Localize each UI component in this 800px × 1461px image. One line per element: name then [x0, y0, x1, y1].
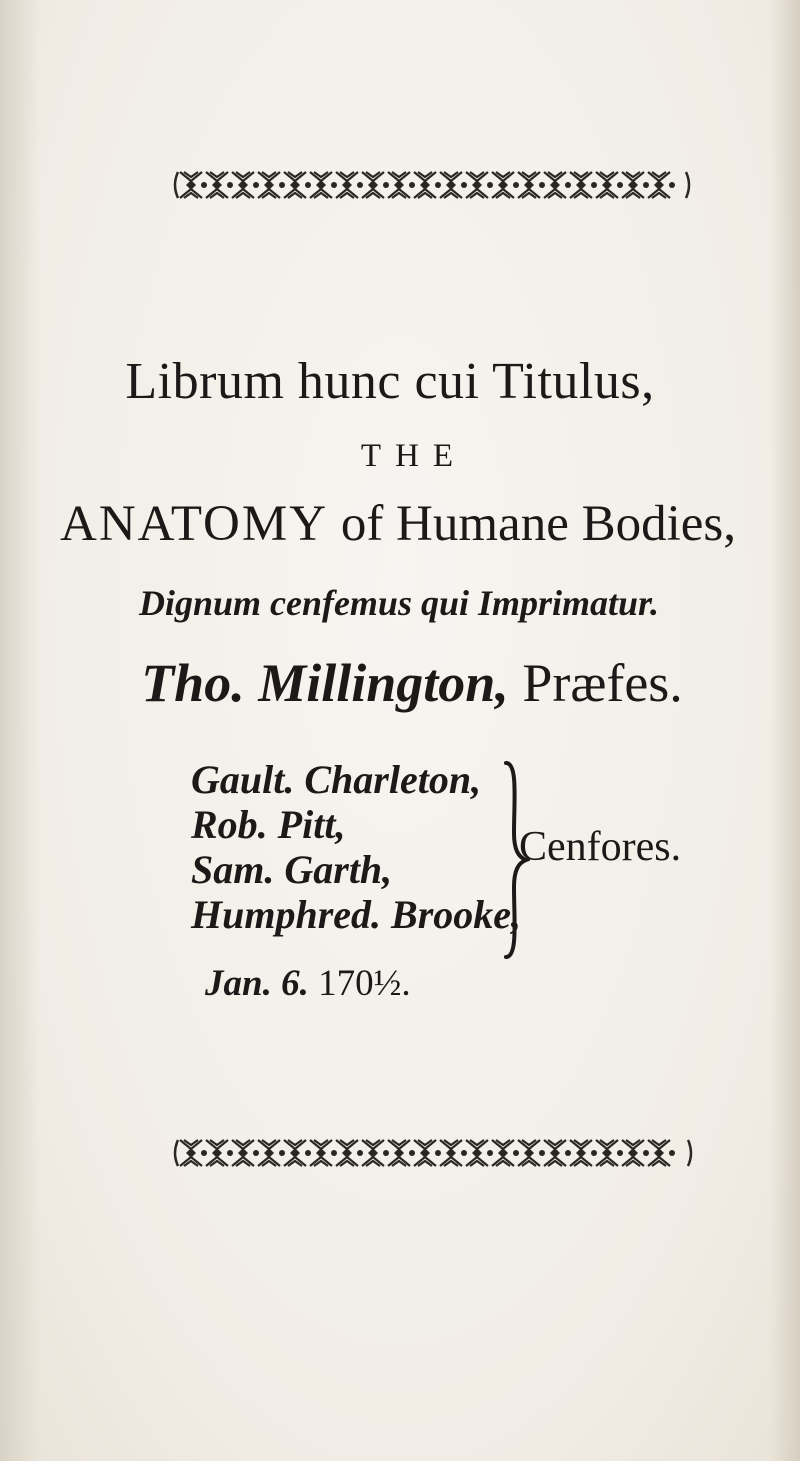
- ornament-motif: [518, 172, 545, 198]
- ornament-motif: [492, 1140, 519, 1166]
- ornament-motif: [440, 172, 467, 198]
- book-title-line: [18, 495, 778, 553]
- license-heading-text: Librum hunc cui Titulus,: [125, 353, 655, 410]
- ornament-motif: [466, 172, 493, 198]
- ornament-motif: [180, 1140, 207, 1166]
- ornament-motif: [362, 172, 389, 198]
- ornament-motif: [414, 1140, 441, 1166]
- ornament-motif: [518, 1140, 545, 1166]
- ornament-motif: [258, 172, 285, 198]
- president-name: Tho. Millington,: [141, 653, 509, 713]
- ornament-motif: [180, 172, 207, 198]
- ornament-motif: [336, 1140, 363, 1166]
- president-title: Præfes.: [508, 653, 683, 713]
- ornament-motif: [544, 172, 571, 198]
- censors-label: Cenfores.: [519, 824, 682, 870]
- article-line: [14, 438, 800, 475]
- ornament-motif: [648, 1140, 675, 1166]
- censor-name: Sam. Garth,: [191, 847, 393, 892]
- book-title-caps: ANATOMY: [59, 496, 329, 552]
- page-edge-shadow-right: [770, 0, 800, 1461]
- ornament-motif: [388, 1140, 415, 1166]
- ornament-motif: [362, 1140, 389, 1166]
- book-title-rest: of Humane Bodies,: [328, 496, 737, 552]
- article-text: THE: [360, 438, 468, 474]
- bottom-ornament-band: [172, 1136, 694, 1170]
- censor-name: Humphred. Brooke,: [191, 892, 522, 937]
- ornament-motif: [570, 1140, 597, 1166]
- ornament-motif: [206, 172, 233, 198]
- ornament-motif: [206, 1140, 233, 1166]
- ornament-motif: [622, 172, 649, 198]
- license-heading: [40, 352, 740, 411]
- ornament-motif: [388, 172, 415, 198]
- ornament-motif: [310, 1140, 337, 1166]
- imprimatur-line: [34, 582, 764, 624]
- ornament-motif: [440, 1140, 467, 1166]
- date-year: 170½.: [318, 963, 411, 1004]
- ornament-motif: [284, 172, 311, 198]
- ornament-motif: [492, 172, 519, 198]
- license-date: [205, 962, 411, 1005]
- ornament-motif: [544, 1140, 571, 1166]
- page-edge-shadow-left: [0, 0, 40, 1461]
- ornament-motif: [232, 172, 259, 198]
- ornament-motif: [258, 1140, 285, 1166]
- ornament-motif: [284, 1140, 311, 1166]
- ornament-motif: [596, 1140, 623, 1166]
- ornament-motif: [596, 172, 623, 198]
- date-month-day: Jan. 6.: [205, 963, 309, 1004]
- president-line: [62, 652, 762, 714]
- ornament-motif: [570, 172, 597, 198]
- ornament-motif: [310, 172, 337, 198]
- ornament-motif: [414, 172, 441, 198]
- ornament-motif: [336, 172, 363, 198]
- ornament-motif: [648, 172, 675, 198]
- ornament-motif: [622, 1140, 649, 1166]
- censor-name: Gault. Charleton,: [191, 757, 482, 802]
- top-ornament-band: [172, 168, 692, 202]
- ornament-motif: [232, 1140, 259, 1166]
- ornament-motif: [466, 1140, 493, 1166]
- censor-name: Rob. Pitt,: [191, 802, 346, 847]
- imprimatur-text: Dignum cenfemus qui Imprimatur.: [138, 583, 660, 623]
